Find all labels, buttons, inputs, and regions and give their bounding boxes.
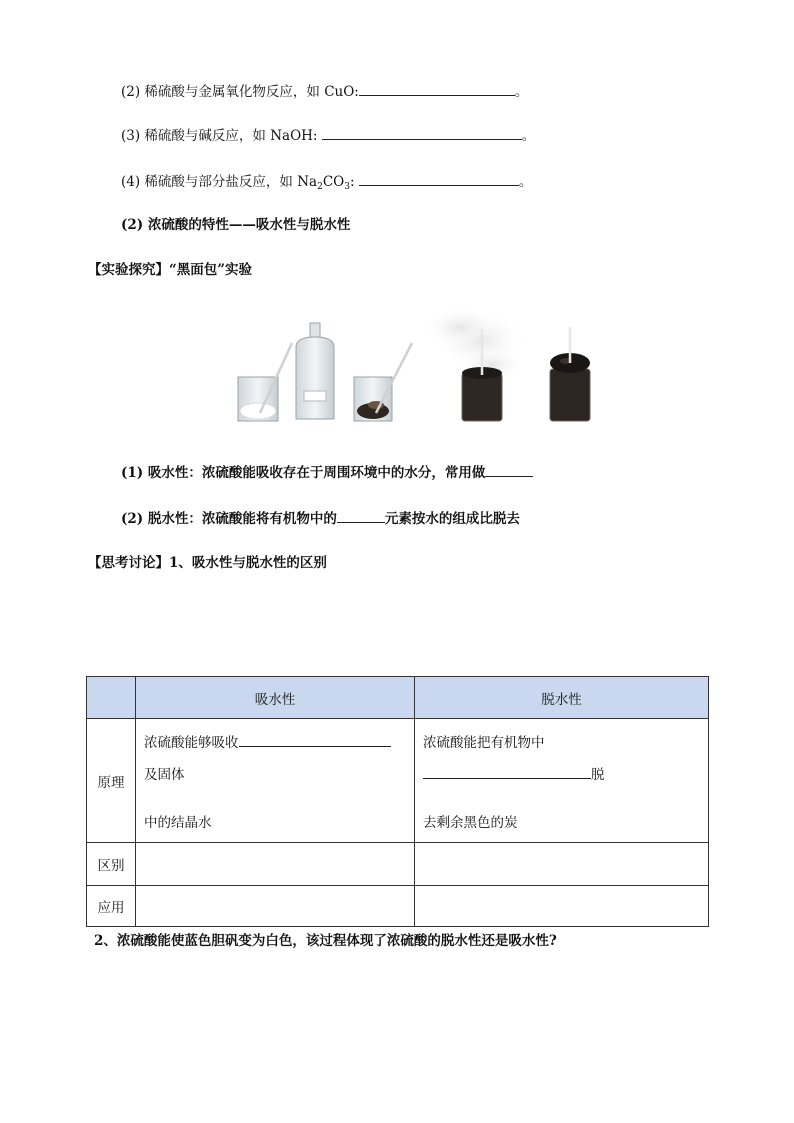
discussion-heading: 【思考讨论】1、吸水性与脱水性的区别 — [88, 555, 327, 571]
row-label-application: 应用 — [87, 886, 136, 927]
answer-blank[interactable] — [337, 508, 385, 523]
cell-absorption-principle: 浓硫酸能够吸收 及固体 中的结晶水 — [136, 719, 415, 843]
column-header-dehydration: 脱水性 — [415, 677, 709, 719]
table-row-difference — [87, 843, 709, 886]
table-corner-cell — [87, 677, 136, 719]
answer-blank[interactable] — [359, 171, 519, 186]
cell-absorption-difference[interactable] — [136, 843, 415, 886]
answer-blank[interactable] — [239, 732, 391, 747]
column-header-absorption: 吸水性 — [136, 677, 415, 719]
cell-dehydration-application[interactable] — [415, 886, 709, 927]
answer-blank[interactable] — [423, 764, 591, 779]
comparison-table — [86, 676, 709, 927]
cell-dehydration-principle: 浓硫酸能把有机物中 脱 去剩余黑色的炭 — [415, 719, 709, 843]
reaction-item-cuo: (2) 稀硫酸与金属氧化物反应，如 CuO: 。 — [121, 80, 528, 100]
table-row-principle — [87, 719, 709, 843]
answer-blank[interactable] — [322, 125, 522, 140]
row-label-difference: 区别 — [87, 843, 136, 886]
answer-blank[interactable] — [359, 81, 515, 96]
answer-blank[interactable] — [485, 462, 533, 477]
beaker-black-bread — [550, 327, 590, 421]
cell-absorption-application[interactable] — [136, 886, 415, 927]
table-row-application — [87, 886, 709, 927]
reaction-item-naoh: (3) 稀硫酸与碱反应，如 NaOH: 。 — [121, 124, 535, 144]
beaker-reacting — [354, 343, 412, 421]
property-water-absorption: (1) 吸水性：浓硫酸能吸收存在于周围环境中的水分，常用做 — [121, 461, 533, 481]
experiment-heading: 【实验探究】“黑面包”实验 — [88, 262, 253, 278]
black-bread-experiment-photo — [230, 305, 600, 425]
reaction-item-na2co3: (4) 稀硫酸与部分盐反应，如 $Na_2CO_3$: 。 — [121, 170, 532, 192]
row-label-principle: 原理 — [87, 719, 136, 843]
property-dehydration: (2) 脱水性：浓硫酸能将有机物中的 元素按水的组成比脱去 — [121, 507, 520, 527]
experiment-illustration — [230, 305, 600, 425]
question-2: 2、浓硫酸能使蓝色胆矾变为白色，该过程体现了浓硫酸的脱水性还是吸水性? — [94, 933, 557, 949]
beaker-smoking — [422, 307, 528, 421]
cell-dehydration-difference[interactable] — [415, 843, 709, 886]
acid-bottle — [296, 323, 334, 419]
section-title-properties: (2) 浓硫酸的特性——吸水性与脱水性 — [121, 217, 351, 233]
table-header-row — [87, 677, 709, 719]
beaker-sugar — [238, 343, 292, 421]
